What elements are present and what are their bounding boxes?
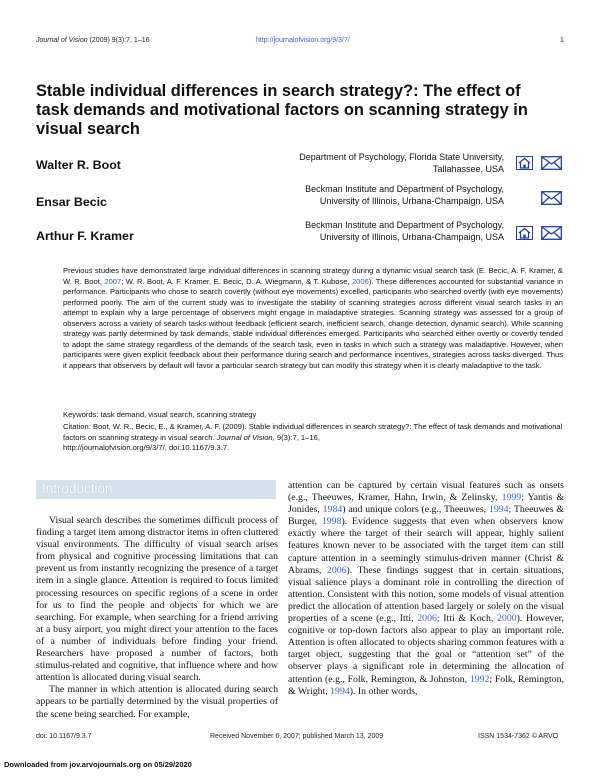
mail-icon[interactable]: [541, 156, 562, 170]
citation-link[interactable]: 1994: [488, 504, 509, 516]
home-icon[interactable]: [516, 156, 533, 170]
citation-link[interactable]: 2006: [417, 613, 437, 625]
download-note: Downloaded from jov.arvojournals.org on 05/29/2020: [4, 760, 192, 769]
running-head-url[interactable]: http://journalofvision.org/9/3/7/: [256, 37, 350, 44]
footer-issn: ISSN 1534-7362 © ARVO: [478, 733, 559, 740]
home-icon[interactable]: [516, 226, 533, 240]
intro-right-column: [288, 480, 564, 698]
citation-link[interactable]: 1998: [321, 516, 342, 528]
author-affiliation: Department of Psychology, Florida State University, Tallahassee, USA: [299, 152, 504, 174]
footer-dates: Received November 6, 2007; published March 13, 2009: [210, 733, 384, 740]
author-affiliation: Beckman Institute and Department of Psychology, University of Illinois, Urbana-Champaign, USA: [305, 184, 504, 206]
author-name: Arthur F. Kramer: [36, 229, 134, 243]
keywords: Keywords: task demand, visual search, scanning strategy: [63, 410, 257, 419]
citation-link[interactable]: 1999: [501, 492, 522, 504]
section-title: Introduction: [42, 481, 113, 496]
citation-link[interactable]: 2007: [104, 276, 122, 286]
running-head-left: [36, 37, 150, 44]
citation-link[interactable]: 2000: [497, 613, 517, 625]
footer-doi: doi: 10.1167/9.3.7: [36, 733, 92, 740]
abstract: Previous studies have demonstrated large individual differences in scanning strategy during a dynamic visual search task (E. Becic, A. F. Kramer, & W. R. Boot, 2007; W. R. Boot, A. F. Kramer, E. Becic, D. A. Wiegmann, & T. Kubose, 2006). These differences accounted for substantial variance in performance. Participants who chose to search covertly (without eye movements) excelled, participants who searched overtly (with eye movements) performed poorly. The aim of the current study was to investigate the stability of scanning strategies across different visual search tasks in an attempt to explain why a large percentage of observers might engage in maladaptive strategies. Scanning strategy was assessed for a group of observers across a variety of search tasks without feedback (efficient search, inefficient search, change detection, dynamic search). While scanning strategy was partly determined by task demands, stable individual differences emerged. Participants who searched either overtly or covertly tended to adopt the same strategy regardless of the demands of the search task, even in tasks in which such a strategy was maladaptive. However, when participants were given explicit feedback about their performance during search and performance incentives, strategies across tasks diverged. Thus it appears that observers by default will favor a particular search strategy but can modify this strategy when it is clearly maladaptive to the task.: [63, 266, 563, 370]
page-number: 1: [560, 37, 564, 44]
paragraph: attention can be captured by certain visual features such as onsets (e.g., Theeuwes, Kramer, Hahn, Irwin, & Zelinsky, 1999; Yantis & Jonides, 1984) and unique colors (e.g., Theeuwes, 1994; Theeuwes & Burger, 1998). Evidence suggests that even when observers know exactly where the target of their search will appear, highly salient features known never to be associated with the target item can still capture attention in a seemingly stimulus-driven manner (Christ & Abrams, 2006). These findings suggest that in certain situations, visual salience plays a dominant role in controlling the direction of attention. Consistent with this notion, some models of visual attention predict the allocation of attention based largely or solely on the visual properties of a scene (e.g., Itti, 2006; Itti & Koch, 2000). However, cognitive or top-down factors also appear to play an important role. Attention is often allocated to objects sharing common features with a target object, suggesting that the goal or “attention set” of the observer plays a significant role in determining the allocation of attention (e.g., Folk, Remington, & Johnston, 1992; Folk, Remington, & Wright, 1994). In other words,: [288, 480, 565, 697]
paragraph: The manner in which attention is allocated during search appears to be partially determined by the visual properties of the scene being searched. For example,: [36, 684, 278, 720]
journal-ref: (2009) 9(3):7, 1–16: [89, 37, 150, 44]
mail-icon[interactable]: [541, 191, 562, 205]
citation-link[interactable]: 1994: [330, 685, 350, 697]
citation-link[interactable]: 2006: [351, 276, 369, 286]
intro-left-column: [36, 515, 278, 721]
citation-block: Citation: Boot, W. R., Becic, E., & Kramer, A. F. (2009). Stable individual differences in search strategy?: The effect of task demands and motivational factors on scanning strategy in visual search. Journal of Vision, 9(3):7, 1–16, http://journalofvision.org/9/3/7/, doi:10.1167/9.3.7.: [63, 422, 563, 452]
mail-icon[interactable]: [541, 226, 562, 240]
citation-link[interactable]: 1984: [322, 504, 343, 516]
paragraph: Visual search describes the sometimes difficult process of finding a target item among distractor items in often cluttered visual environments. The difficulty of visual search arises from physical and cognitive processing limitations that can prevent us from instantly recognizing the presence of a target item in a single glance. Attention is required to focus limited processing resources on specific regions of a scene in order for us to find the people and objects for which we are searching. For example, when searching for a friend arriving at a busy airport, you might direct your attention to the faces of a number of individuals before finding your friend. Researchers have proposed a number of factors, both stimulus-related and cognitive, that influence where and how attention is allocated during visual search.: [36, 515, 278, 684]
paper-title: Stable individual differences in search strategy?: The effect of task demands and motivational factors on scanning strategy in visual search: [36, 82, 528, 138]
author-name: Walter R. Boot: [36, 158, 121, 172]
citation-link[interactable]: 1992: [469, 673, 490, 685]
journal-name: Journal of Vision: [36, 37, 88, 44]
citation-link[interactable]: 2006: [326, 564, 347, 576]
author-affiliation: Beckman Institute and Department of Psychology, University of Illinois, Urbana-Champaign, USA: [305, 220, 504, 242]
author-name: Ensar Becic: [36, 195, 107, 209]
